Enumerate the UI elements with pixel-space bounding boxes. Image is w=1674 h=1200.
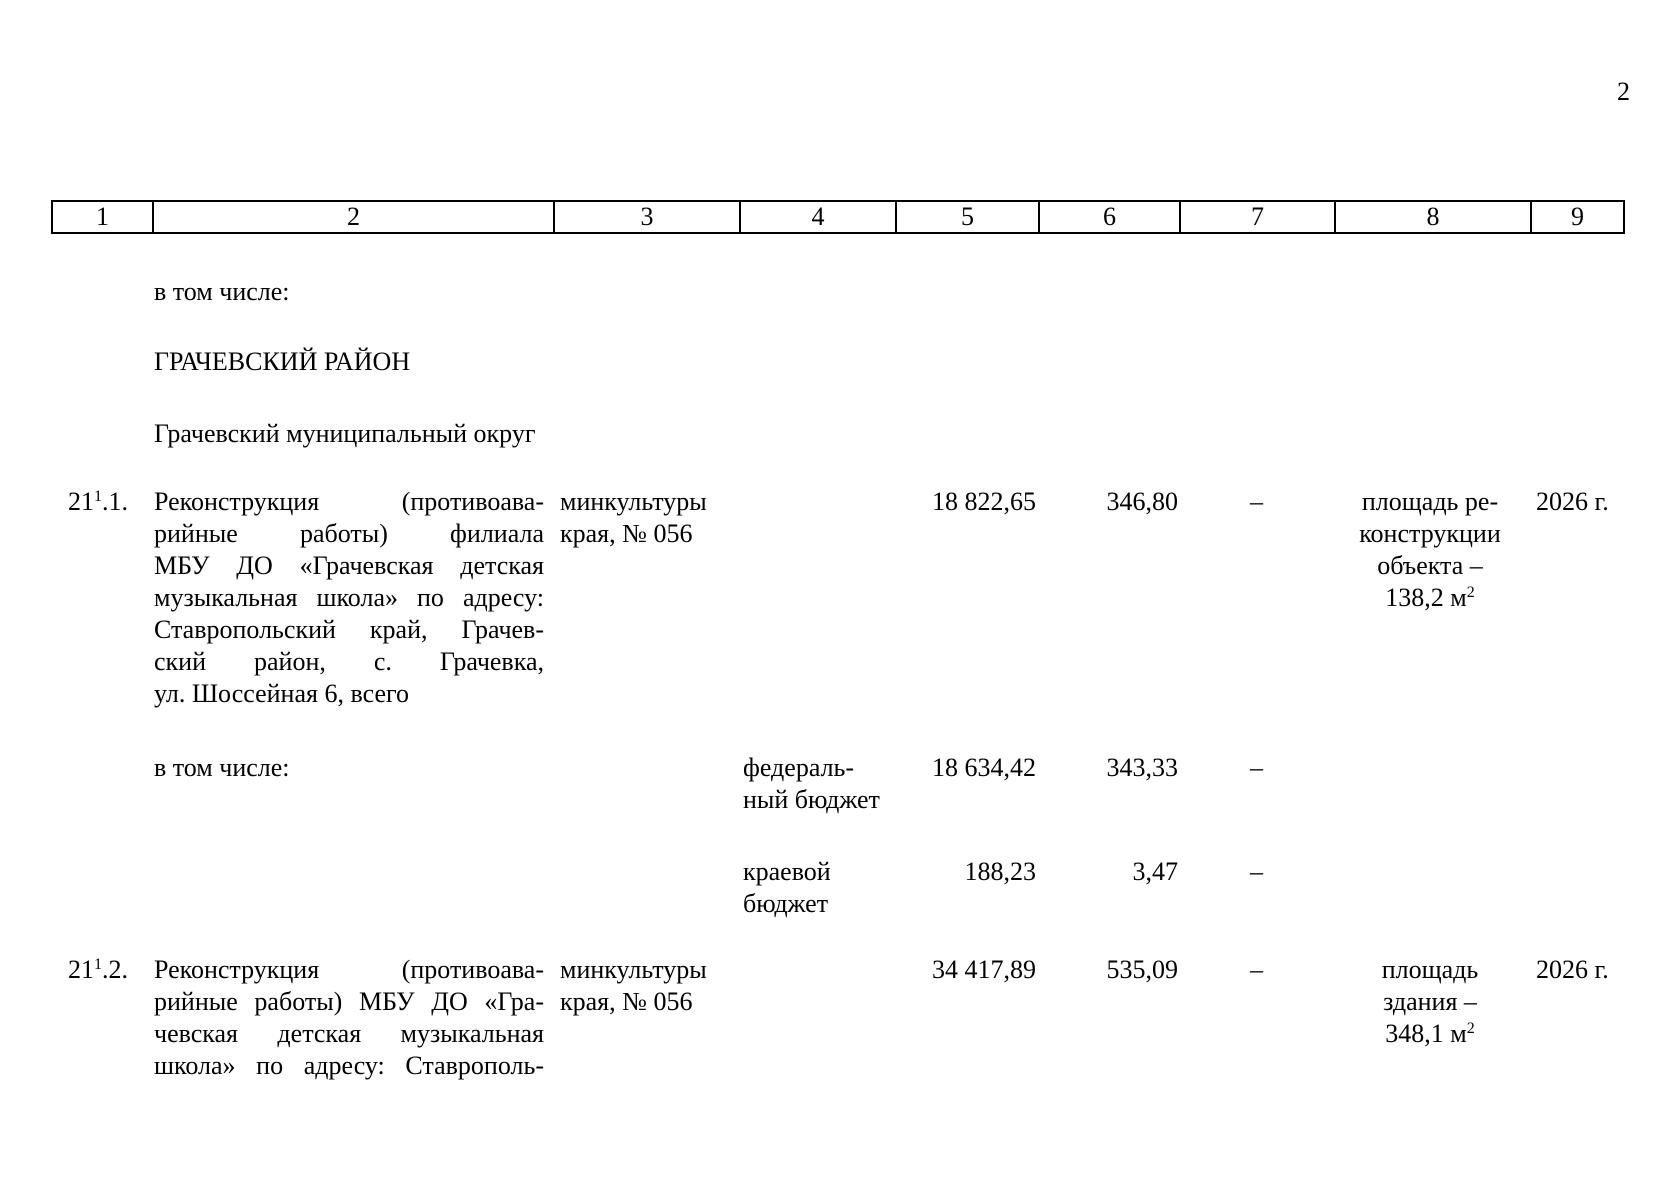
regional-cost-value: 188,23 [964,857,1036,886]
result-cell: площадь здания – 348,1 $м^2$ [1381,955,1479,1048]
funding-source-federal: федераль- ный бюджет [743,753,880,814]
regional-dash-value: – [1250,857,1263,886]
dash-value: – [1250,955,1263,984]
year-value: 2026 г. [1536,487,1609,516]
column-number-7: 7 [1181,202,1336,232]
column-number-6: 6 [1040,202,1181,232]
object-name: Реконструкция (противоава- рийные работы) МБУ ДО «Гра- чевская детская музыкальная школа» по адресу: Ставрополь- [154,955,544,1080]
column-number-5: 5 [897,202,1040,232]
subrow-including-label: в том числе: [154,753,290,782]
column-number-4: 4 [741,202,897,232]
column-number-9: 9 [1571,202,1584,231]
column-number-2: 2 [154,202,555,232]
cost-value: 18 822,65 [932,487,1036,516]
municipality-heading: Грачевский муниципальный округ [154,419,536,448]
federal-dash-value: – [1250,753,1263,782]
federal-cost-value: 18 634,42 [932,753,1036,782]
limit-value: 535,09 [1106,955,1178,984]
federal-limit-value: 343,33 [1106,753,1178,782]
column-number-3: 3 [555,202,741,232]
cost-value: 34 417,89 [932,955,1036,984]
section-including-label: в том числе: [154,277,290,306]
year-value: 2026 г. [1536,955,1609,984]
district-heading: ГРАЧЕВСКИЙ РАЙОН [154,347,411,376]
result-cell: площадь ре- конструкции объекта – 138,2 $м^2$ [1359,487,1501,612]
customer-cell: минкультуры края, № 056 [560,487,707,548]
column-number-header [51,200,1625,234]
row-number: $21^1.2$. [68,955,128,984]
funding-source-regional: краевой бюджет [743,857,831,918]
page-number: 2 [1617,77,1630,106]
row-number: $21^1.1$. [68,487,128,516]
limit-value: 346,80 [1106,487,1178,516]
customer-cell: минкультуры края, № 056 [560,955,707,1016]
dash-value: – [1250,487,1263,516]
column-number-1: 1 [53,202,154,232]
object-name: Реконструкция (противоава- рийные работы) филиала МБУ ДО «Грачевская детская музыкальная школа» по адресу: Ставропольский край, Грачев- ский район, с. Грачевка, ул. Шоссейная 6, всего [154,487,544,708]
regional-limit-value: 3,47 [1132,857,1178,886]
column-number-8: 8 [1336,202,1532,232]
